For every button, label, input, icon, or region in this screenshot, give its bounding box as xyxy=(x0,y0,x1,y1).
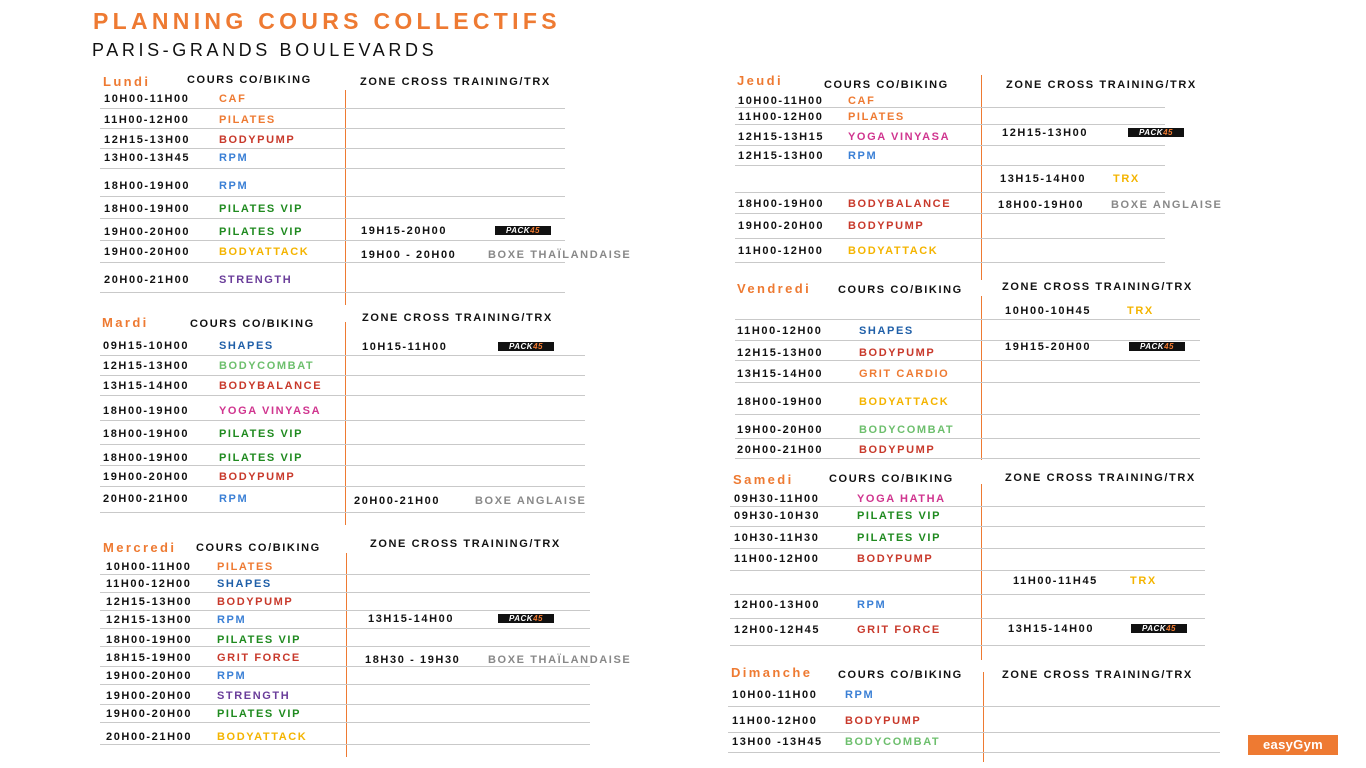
zone-header: ZONE CROSS TRAINING/TRX xyxy=(1002,669,1193,681)
class-time: 10H00-11H00 xyxy=(738,95,824,107)
zone-time: 19H15-20H00 xyxy=(361,225,448,237)
column-divider xyxy=(981,484,982,660)
class-time: 20H00-21H00 xyxy=(106,731,193,743)
class-time: 18H00-19H00 xyxy=(738,198,825,210)
biking-header: COURS CO/BIKING xyxy=(190,318,315,330)
pack-label: PACK xyxy=(506,226,531,235)
pack-number: 45 xyxy=(1166,624,1176,633)
class-time: 09H15-10H00 xyxy=(103,340,190,352)
class-name: STRENGTH xyxy=(217,690,291,702)
zone-name: BOXE ANGLAISE xyxy=(475,495,587,507)
pack-number: 45 xyxy=(533,614,543,623)
row-divider xyxy=(735,262,1165,263)
class-time: 12H15-13H15 xyxy=(738,131,825,143)
pack-label: PACK xyxy=(1139,128,1164,137)
row-divider xyxy=(100,722,590,723)
row-divider xyxy=(735,340,1200,341)
class-time: 12H15-13H00 xyxy=(106,614,193,626)
class-time: 20H00-21H00 xyxy=(103,493,190,505)
row-divider xyxy=(100,196,565,197)
class-time: 12H15-13H00 xyxy=(106,596,193,608)
row-divider xyxy=(100,744,590,745)
class-name: PILATES VIP xyxy=(219,203,304,215)
row-divider xyxy=(728,732,1220,733)
biking-header: COURS CO/BIKING xyxy=(187,74,312,86)
class-name: BODYPUMP xyxy=(848,220,925,232)
pack-label: PACK xyxy=(509,342,534,351)
zone-time: 19H00 - 20H00 xyxy=(361,249,457,261)
class-name: BODYATTACK xyxy=(217,731,308,743)
row-divider xyxy=(100,292,565,293)
class-name: BODYATTACK xyxy=(859,396,950,408)
class-name: BODYPUMP xyxy=(859,347,936,359)
class-time: 11H00-12H00 xyxy=(734,553,820,565)
pack45-badge xyxy=(498,614,554,623)
class-time: 10H00-11H00 xyxy=(106,561,192,573)
zone-time: 13H15-14H00 xyxy=(368,613,455,625)
page-title: PLANNING COURS COLLECTIFS xyxy=(93,8,561,34)
class-time: 12H15-13H00 xyxy=(103,360,190,372)
class-name: PILATES xyxy=(217,561,274,573)
row-divider xyxy=(730,548,1205,549)
class-name: BODYCOMBAT xyxy=(845,736,941,748)
zone-name: BOXE THAÏLANDAISE xyxy=(488,249,632,261)
class-name: PILATES xyxy=(848,111,905,123)
row-divider xyxy=(100,262,565,263)
row-divider xyxy=(100,355,585,356)
zone-time: 11H00-11H45 xyxy=(1013,575,1098,587)
zone-name: BOXE ANGLAISE xyxy=(1111,199,1223,211)
class-time: 19H00-20H00 xyxy=(106,708,193,720)
pack45-badge xyxy=(498,342,554,351)
class-name: BODYBALANCE xyxy=(848,198,952,210)
day-name-mardi: Mardi xyxy=(102,315,149,330)
pack-label: PACK xyxy=(509,614,534,623)
zone-header: ZONE CROSS TRAINING/TRX xyxy=(362,312,553,324)
row-divider xyxy=(100,375,585,376)
class-time: 19H00-20H00 xyxy=(738,220,825,232)
row-divider xyxy=(730,570,1205,571)
class-name: BODYBALANCE xyxy=(219,380,323,392)
class-name: STRENGTH xyxy=(219,274,293,286)
class-time: 11H00-12H00 xyxy=(104,114,190,126)
zone-time: 18H00-19H00 xyxy=(998,199,1085,211)
class-time: 11H00-12H00 xyxy=(732,715,818,727)
class-time: 19H00-20H00 xyxy=(106,670,193,682)
row-divider xyxy=(735,438,1200,439)
row-divider xyxy=(100,395,585,396)
zone-time: 12H15-13H00 xyxy=(1002,127,1089,139)
day-name-vendredi: Vendredi xyxy=(737,281,812,296)
class-time: 18H00-19H00 xyxy=(103,428,190,440)
biking-header: COURS CO/BIKING xyxy=(838,669,963,681)
class-time: 10H30-11H30 xyxy=(734,532,820,544)
row-divider xyxy=(735,382,1200,383)
class-time: 12H00-12H45 xyxy=(734,624,821,636)
zone-time: 13H15-14H00 xyxy=(1000,173,1087,185)
class-name: BODYPUMP xyxy=(219,134,296,146)
class-time: 18H00-19H00 xyxy=(103,452,190,464)
class-time: 18H00-19H00 xyxy=(104,180,191,192)
class-name: RPM xyxy=(219,180,249,192)
class-time: 09H30-10H30 xyxy=(734,510,821,522)
row-divider xyxy=(735,145,1165,146)
class-time: 13H15-14H00 xyxy=(737,368,824,380)
pack45-badge xyxy=(1128,128,1184,137)
biking-header: COURS CO/BIKING xyxy=(829,473,954,485)
day-name-mercredi: Mercredi xyxy=(103,540,177,555)
class-time: 13H00-13H45 xyxy=(104,152,191,164)
class-time: 10H00-11H00 xyxy=(104,93,190,105)
pack45-badge xyxy=(495,226,551,235)
row-divider xyxy=(735,165,1165,166)
class-name: GRIT CARDIO xyxy=(859,368,950,380)
class-name: PILATES VIP xyxy=(219,428,304,440)
column-divider xyxy=(983,672,984,762)
day-name-dimanche: Dimanche xyxy=(731,665,813,680)
class-name: GRIT FORCE xyxy=(857,624,941,636)
row-divider xyxy=(100,444,585,445)
class-name: RPM xyxy=(848,150,878,162)
class-time: 18H00-19H00 xyxy=(106,634,193,646)
class-name: GRIT FORCE xyxy=(217,652,301,664)
pack-number: 45 xyxy=(530,226,540,235)
zone-header: ZONE CROSS TRAINING/TRX xyxy=(1002,281,1193,293)
row-divider xyxy=(735,213,1165,214)
row-divider xyxy=(100,628,590,629)
class-name: RPM xyxy=(219,493,249,505)
class-name: BODYPUMP xyxy=(857,553,934,565)
class-time: 13H00 -13H45 xyxy=(732,736,823,748)
class-time: 20H00-21H00 xyxy=(737,444,824,456)
class-name: BODYATTACK xyxy=(219,246,310,258)
row-divider xyxy=(735,458,1200,459)
row-divider xyxy=(100,512,585,513)
pack45-badge xyxy=(1129,342,1185,351)
day-name-samedi: Samedi xyxy=(733,472,794,487)
class-name: PILATES VIP xyxy=(857,510,942,522)
row-divider xyxy=(100,420,585,421)
row-divider xyxy=(735,414,1200,415)
class-time: 11H00-12H00 xyxy=(106,578,192,590)
class-name: PILATES xyxy=(219,114,276,126)
row-divider xyxy=(730,506,1205,507)
row-divider xyxy=(728,706,1220,707)
biking-header: COURS CO/BIKING xyxy=(824,79,949,91)
class-time: 12H15-13H00 xyxy=(738,150,825,162)
row-divider xyxy=(100,684,590,685)
row-divider xyxy=(735,238,1165,239)
row-divider xyxy=(735,124,1165,125)
row-divider xyxy=(100,704,590,705)
class-name: BODYATTACK xyxy=(848,245,939,257)
class-name: PILATES VIP xyxy=(219,452,304,464)
class-time: 11H00-12H00 xyxy=(737,325,823,337)
zone-name: TRX xyxy=(1113,173,1140,185)
row-divider xyxy=(100,592,590,593)
class-name: PILATES VIP xyxy=(219,226,304,238)
zone-name: TRX xyxy=(1130,575,1157,587)
zone-time: 19H15-20H00 xyxy=(1005,341,1092,353)
row-divider xyxy=(730,645,1205,646)
class-name: BODYPUMP xyxy=(859,444,936,456)
zone-name: TRX xyxy=(1127,305,1154,317)
class-name: SHAPES xyxy=(217,578,272,590)
zone-header: ZONE CROSS TRAINING/TRX xyxy=(1005,472,1196,484)
brand-logo: easyGym xyxy=(1248,735,1338,755)
class-name: BODYPUMP xyxy=(845,715,922,727)
class-time: 19H00-20H00 xyxy=(104,246,191,258)
row-divider xyxy=(100,218,565,219)
class-name: RPM xyxy=(845,689,875,701)
class-name: YOGA VINYASA xyxy=(219,405,322,417)
zone-time: 13H15-14H00 xyxy=(1008,623,1095,635)
class-name: SHAPES xyxy=(859,325,914,337)
row-divider xyxy=(100,128,565,129)
row-divider xyxy=(735,107,1165,108)
column-divider xyxy=(345,322,346,525)
class-time: 13H15-14H00 xyxy=(103,380,190,392)
zone-header: ZONE CROSS TRAINING/TRX xyxy=(370,538,561,550)
column-divider xyxy=(981,296,982,460)
class-name: BODYCOMBAT xyxy=(859,424,955,436)
class-time: 12H15-13H00 xyxy=(104,134,191,146)
zone-time: 18H30 - 19H30 xyxy=(365,654,461,666)
row-divider xyxy=(735,319,1200,320)
class-name: CAF xyxy=(848,95,876,107)
class-name: RPM xyxy=(219,152,249,164)
class-name: BODYCOMBAT xyxy=(219,360,315,372)
row-divider xyxy=(100,148,565,149)
class-time: 09H30-11H00 xyxy=(734,493,820,505)
class-time: 19H00-20H00 xyxy=(103,471,190,483)
zone-time: 10H15-11H00 xyxy=(362,341,448,353)
column-divider xyxy=(345,90,346,305)
day-name-jeudi: Jeudi xyxy=(737,73,783,88)
pack-number: 45 xyxy=(1163,128,1173,137)
class-name: PILATES VIP xyxy=(217,708,302,720)
page-subtitle: PARIS-GRANDS BOULEVARDS xyxy=(92,40,438,60)
column-divider xyxy=(346,553,347,757)
pack-label: PACK xyxy=(1140,342,1165,351)
row-divider xyxy=(735,192,1165,193)
column-divider xyxy=(981,75,982,280)
class-time: 12H15-13H00 xyxy=(737,347,824,359)
row-divider xyxy=(730,618,1205,619)
row-divider xyxy=(100,108,565,109)
row-divider xyxy=(100,610,590,611)
class-time: 19H00-20H00 xyxy=(106,690,193,702)
row-divider xyxy=(100,465,585,466)
class-time: 20H00-21H00 xyxy=(104,274,191,286)
zone-header: ZONE CROSS TRAINING/TRX xyxy=(1006,79,1197,91)
class-name: YOGA VINYASA xyxy=(848,131,951,143)
row-divider xyxy=(100,646,590,647)
class-name: PILATES VIP xyxy=(217,634,302,646)
class-time: 11H00-12H00 xyxy=(738,111,824,123)
class-name: SHAPES xyxy=(219,340,274,352)
zone-time: 10H00-10H45 xyxy=(1005,305,1092,317)
class-name: RPM xyxy=(857,599,887,611)
class-name: RPM xyxy=(217,614,247,626)
row-divider xyxy=(100,574,590,575)
class-time: 18H00-19H00 xyxy=(103,405,190,417)
row-divider xyxy=(730,594,1205,595)
row-divider xyxy=(100,486,585,487)
zone-header: ZONE CROSS TRAINING/TRX xyxy=(360,76,551,88)
row-divider xyxy=(730,526,1205,527)
class-time: 19H00-20H00 xyxy=(737,424,824,436)
class-name: PILATES VIP xyxy=(857,532,942,544)
day-name-lundi: Lundi xyxy=(103,74,151,89)
class-name: YOGA HATHA xyxy=(857,493,946,505)
row-divider xyxy=(100,666,590,667)
row-divider xyxy=(100,240,565,241)
row-divider xyxy=(735,360,1200,361)
zone-time: 20H00-21H00 xyxy=(354,495,441,507)
class-name: BODYPUMP xyxy=(217,596,294,608)
class-time: 18H00-19H00 xyxy=(737,396,824,408)
pack45-badge xyxy=(1131,624,1187,633)
pack-number: 45 xyxy=(1164,342,1174,351)
class-time: 18H00-19H00 xyxy=(104,203,191,215)
zone-name: BOXE THAÏLANDAISE xyxy=(488,654,632,666)
class-time: 11H00-12H00 xyxy=(738,245,824,257)
class-name: RPM xyxy=(217,670,247,682)
biking-header: COURS CO/BIKING xyxy=(196,542,321,554)
class-name: CAF xyxy=(219,93,247,105)
row-divider xyxy=(728,752,1220,753)
class-time: 18H15-19H00 xyxy=(106,652,193,664)
biking-header: COURS CO/BIKING xyxy=(838,284,963,296)
row-divider xyxy=(100,168,565,169)
class-time: 10H00-11H00 xyxy=(732,689,818,701)
class-name: BODYPUMP xyxy=(219,471,296,483)
class-time: 12H00-13H00 xyxy=(734,599,821,611)
pack-label: PACK xyxy=(1142,624,1167,633)
pack-number: 45 xyxy=(533,342,543,351)
class-time: 19H00-20H00 xyxy=(104,226,191,238)
